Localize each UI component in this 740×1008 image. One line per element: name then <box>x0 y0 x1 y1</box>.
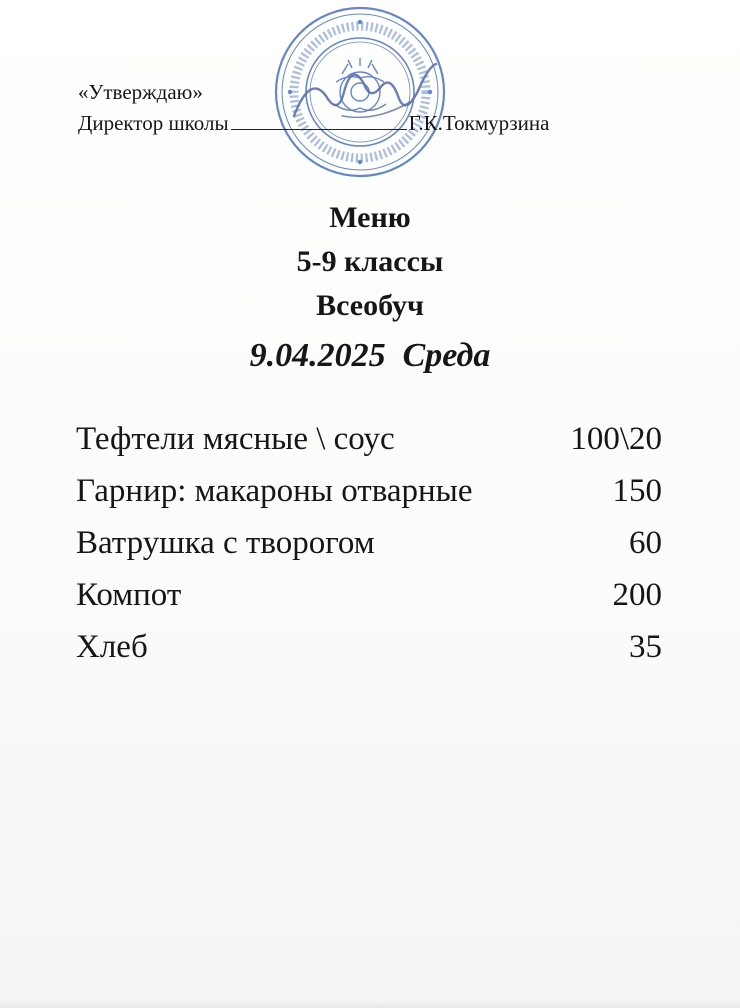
page-bottom-edge <box>0 1000 740 1008</box>
dish-quantity: 100\20 <box>570 421 662 457</box>
director-label: Директор школы <box>78 111 229 136</box>
director-line <box>78 111 549 136</box>
approval-block <box>78 80 549 136</box>
dish-name: Хлеб <box>76 629 148 665</box>
list-item <box>76 421 662 473</box>
list-item <box>76 629 662 681</box>
dish-quantity: 200 <box>612 577 662 613</box>
dish-name: Компот <box>76 577 182 613</box>
dish-name: Ватрушка с творогом <box>76 525 375 561</box>
signature-line <box>231 111 407 130</box>
dish-name: Тефтели мясные \ соус <box>76 421 395 457</box>
approve-label: «Утверждаю» <box>78 80 203 104</box>
menu-title: Меню <box>329 201 411 234</box>
menu-date: 9.04.2025 Среда <box>249 337 491 374</box>
dish-quantity: 60 <box>629 525 662 561</box>
director-name: Г.К.Токмурзина <box>408 111 550 136</box>
list-item <box>76 473 662 525</box>
program-name: Всеобуч <box>316 289 424 322</box>
menu-title-block <box>0 196 740 380</box>
grade-range: 5-9 классы <box>296 245 444 278</box>
dish-quantity: 35 <box>629 629 662 665</box>
list-item <box>76 577 662 629</box>
dish-name: Гарнир: макароны отварные <box>76 473 473 509</box>
dish-quantity: 150 <box>612 473 662 509</box>
menu-list <box>76 421 662 681</box>
list-item <box>76 525 662 577</box>
